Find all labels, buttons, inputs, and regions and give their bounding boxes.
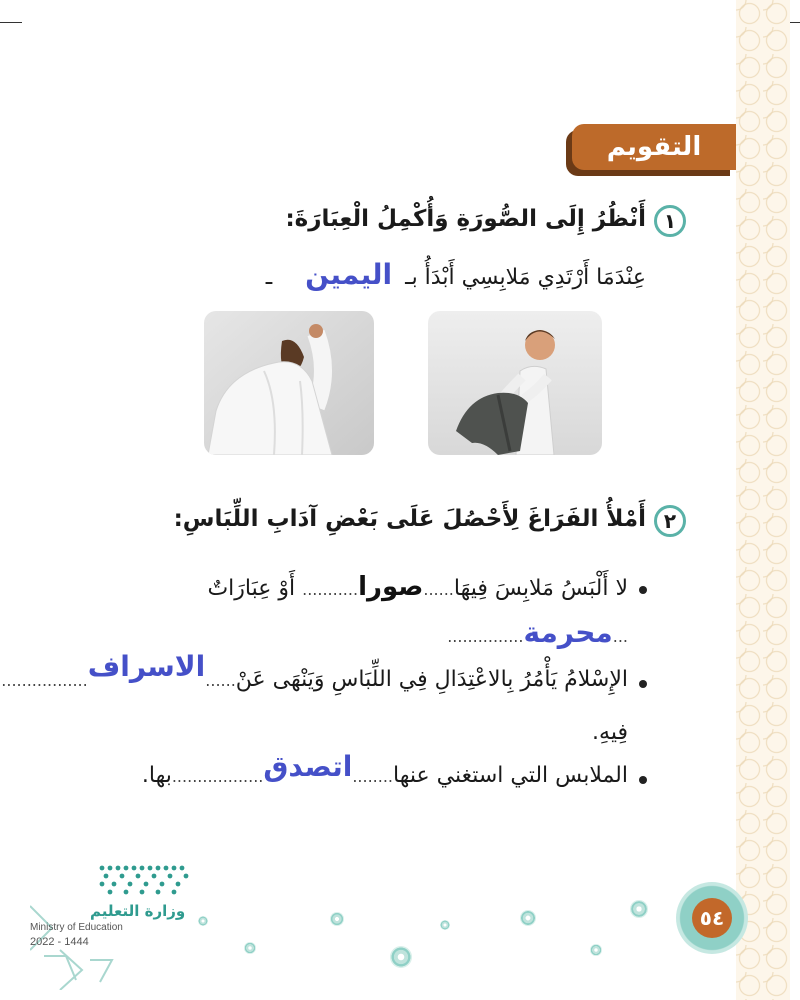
item-2-dots: ...... xyxy=(205,671,236,690)
item-1-before: لا أَلْبَسُ مَلابِسَ فِيهَا xyxy=(453,576,628,601)
person-putting-on-thobe-photo xyxy=(204,311,374,455)
question-1-number-text: ١ xyxy=(663,209,677,233)
item-3-line xyxy=(141,750,628,789)
decorative-flower-5 xyxy=(520,910,536,926)
page-number-badge xyxy=(676,882,748,954)
item-1-answer-1: صورا xyxy=(358,572,424,602)
item-2-dots-after: ................. xyxy=(1,671,88,690)
question-1-sentence xyxy=(266,258,646,291)
item-1-dots-1: ...... xyxy=(423,580,454,599)
decorative-flower-6 xyxy=(590,944,602,956)
decorative-side-pattern xyxy=(736,0,790,1000)
crop-mark-top-left xyxy=(0,22,22,23)
decorative-flower-3 xyxy=(244,942,256,954)
decorative-flower-2 xyxy=(390,946,412,968)
item-1-dots-3: ... xyxy=(612,627,628,646)
bullet-2 xyxy=(639,680,647,688)
question-2-prompt: أَمْلأُ الفَرَاغَ لِأَحْصُلَ عَلَى بَعْضِ آدَابِ اللِّبَاسِ: xyxy=(173,506,646,532)
item-2-before: الإِسْلامُ يَأْمُرُ بِالاعْتِدَالِ فِي اللِّبَاسِ وَيَنْهَى عَنْ xyxy=(235,667,628,692)
decorative-flower-1 xyxy=(330,912,344,926)
ministry-name-english: Ministry of Education xyxy=(30,922,123,933)
ministry-year: 2022 - 1444 xyxy=(30,936,89,948)
page-number: ٥٤ xyxy=(692,898,732,938)
item-3-dots-1: ........ xyxy=(352,767,393,786)
question-2-number xyxy=(654,505,686,537)
item-1-dots-4: ............... xyxy=(447,627,524,646)
question-1-sentence-text: عِنْدَمَا أَرْتَدِي مَلابِسِي أَبْدَأُ بـ xyxy=(405,265,646,290)
ministry-of-education-logo xyxy=(30,860,200,990)
item-2-answer: الاسراف xyxy=(87,650,206,683)
item-3-dots-2: .................. xyxy=(171,767,264,786)
ministry-name-arabic: وزارة التعليم xyxy=(90,902,186,920)
boy-putting-on-jacket-photo xyxy=(428,311,602,455)
bullet-1 xyxy=(639,586,647,594)
item-1-answer-2: محرمة xyxy=(523,616,613,649)
item-1-after: أَوْ عِبَارَاتٌ xyxy=(207,576,296,601)
bullet-3 xyxy=(639,776,647,784)
item-1-line-1 xyxy=(207,572,628,602)
question-1-trailing-dash: ـ xyxy=(265,265,273,290)
section-title: التقويم xyxy=(606,132,702,162)
section-title-tab xyxy=(572,124,736,170)
question-1-prompt: أَنْظُرُ إِلَى الصُّورَةِ وَأُكْمِلُ الْعِبَارَةَ: xyxy=(285,206,646,232)
item-2-line-1 xyxy=(1,650,628,693)
question-1-number xyxy=(654,205,686,237)
item-3-after: بها. xyxy=(141,763,172,788)
item-2-line-2: فِيهِ. xyxy=(592,720,628,745)
question-2-number-text: ٢ xyxy=(663,509,677,533)
decorative-flower-7 xyxy=(630,900,648,918)
question-1-answer: اليمين xyxy=(305,258,393,291)
item-3-answer: اتصدق xyxy=(263,750,353,783)
decorative-flower-4 xyxy=(440,920,450,930)
item-1-line-2 xyxy=(447,616,628,649)
item-1-dots-2: ........... xyxy=(302,580,359,599)
item-3-before: الملابس التي استغني عنها xyxy=(393,763,628,788)
